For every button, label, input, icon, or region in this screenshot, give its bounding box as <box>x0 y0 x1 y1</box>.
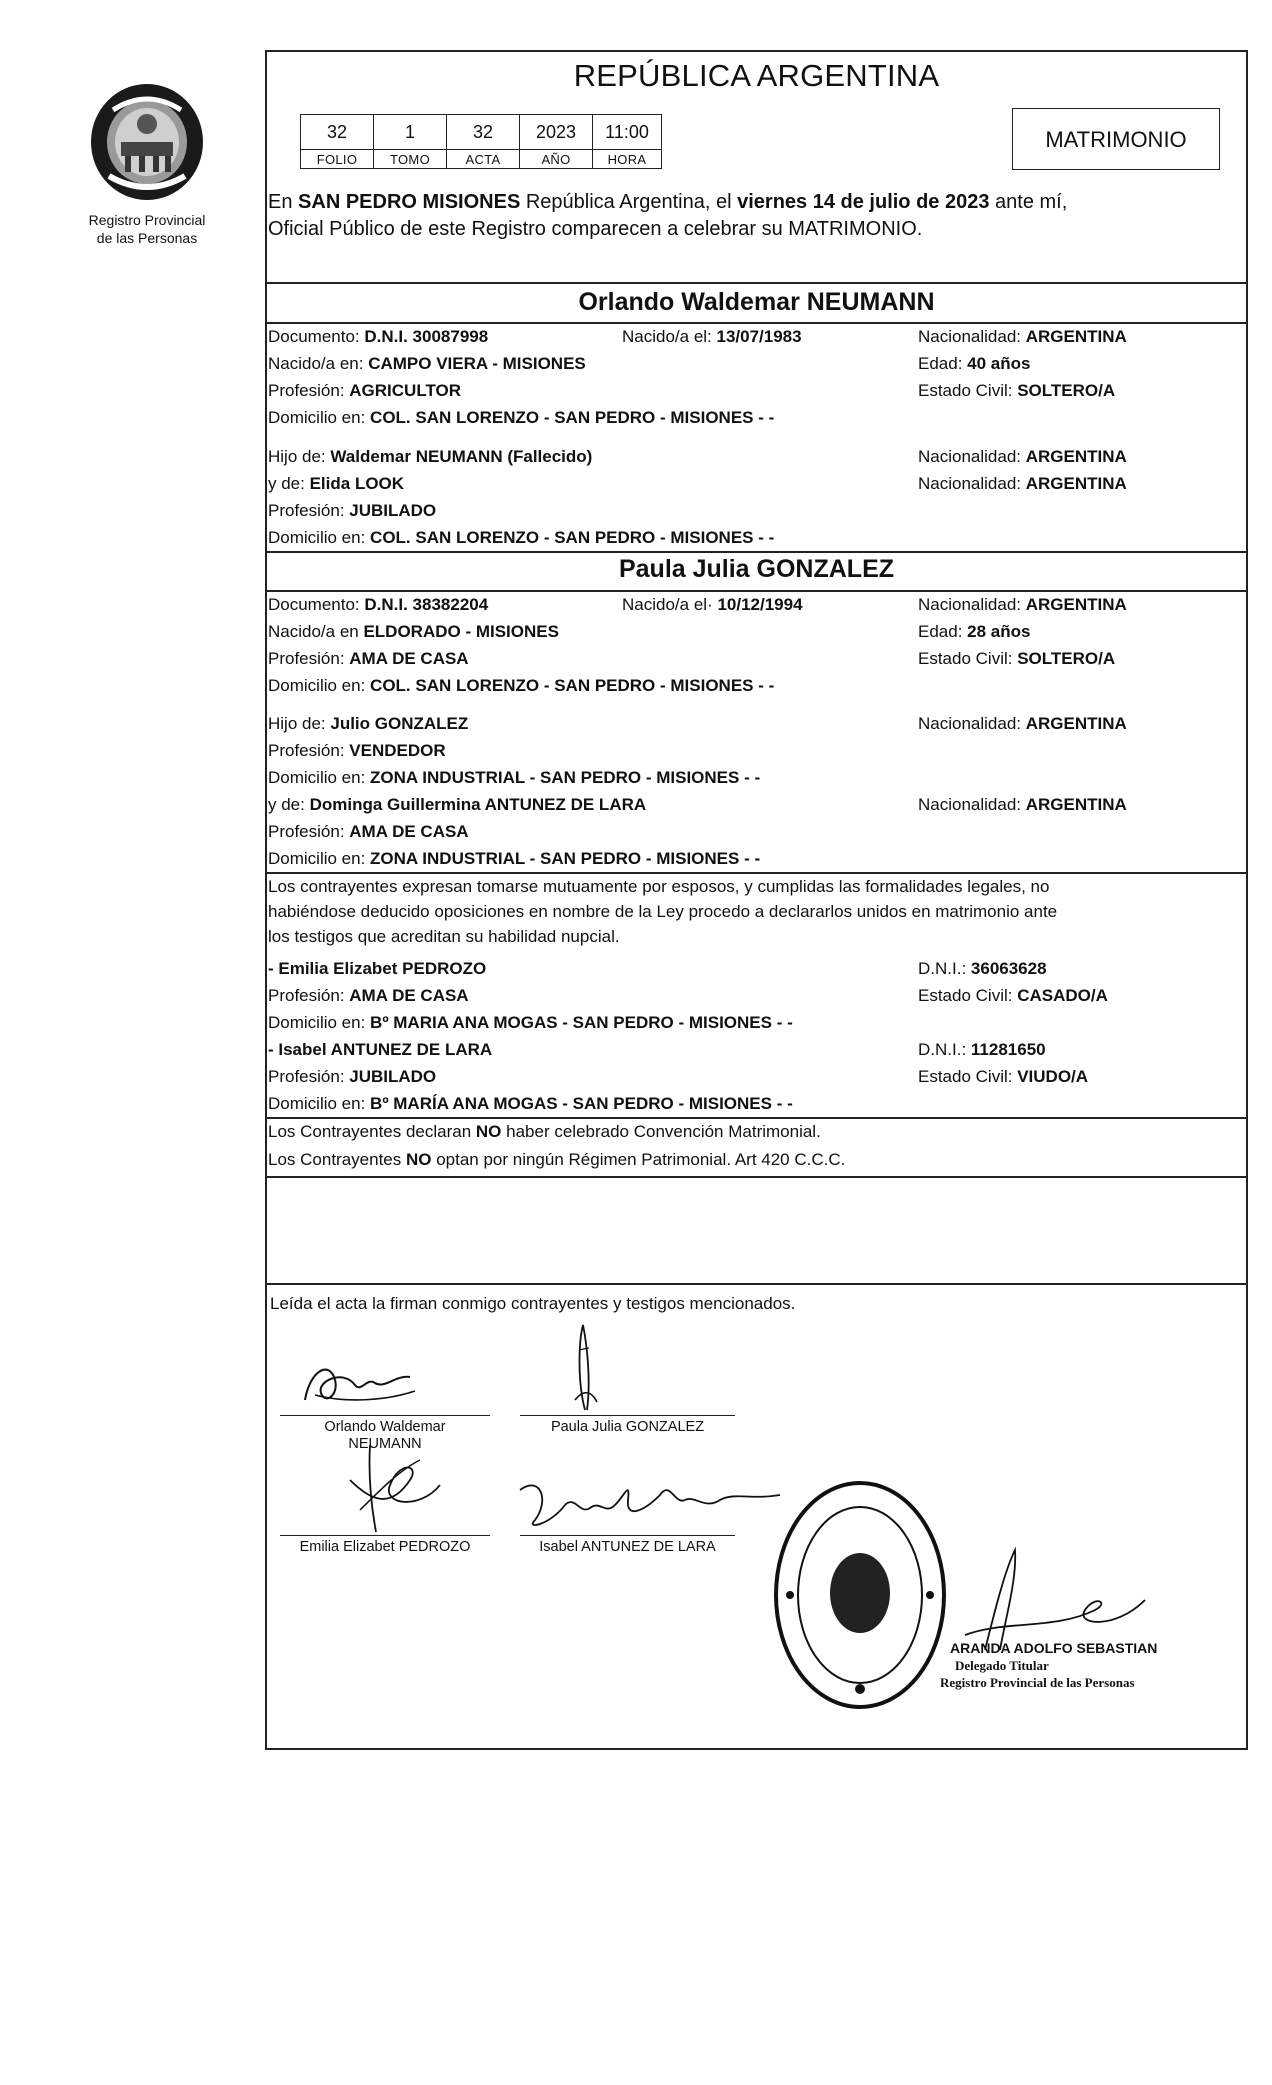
logo-registro <box>62 80 232 246</box>
declaracion-line2: habiéndose deducido oposiciones en nombre de la Ley procedo a declararlos unidos en matrimonio ante <box>268 902 1058 921</box>
convencion-line2: Los Contrayentes NO optan por ningún Régimen Patrimonial. Art 420 C.C.C. <box>268 1150 846 1169</box>
firma-c1-line2: NEUMANN <box>348 1436 422 1452</box>
folio-label: FOLIO <box>301 150 374 169</box>
c2-nacido-en: Nacido/a en ELDORADO - MISIONES <box>268 622 559 641</box>
c1-estado-civil: Estado Civil: SOLTERO/A <box>918 381 1116 400</box>
anio-label: AÑO <box>520 150 593 169</box>
c2-madre-profesion: Profesión: AMA DE CASA <box>268 822 469 841</box>
c2-padre-domicilio: Domicilio en: ZONA INDUSTRIAL - SAN PEDRO - MISIONES - - <box>268 768 761 787</box>
page-title: REPÚBLICA ARGENTINA <box>573 58 940 93</box>
signature-emilia <box>330 1440 450 1535</box>
testigo1-domicilio: Domicilio en: Bº MARIA ANA MOGAS - SAN PEDRO - MISIONES - - <box>268 1013 793 1032</box>
contrayente2-name: Paula Julia GONZALEZ <box>618 555 895 583</box>
tomo-label: TOMO <box>374 150 447 169</box>
testigo2-estado: Estado Civil: VIUDO/A <box>918 1067 1089 1086</box>
c2-padre-profesion: Profesión: VENDEDOR <box>268 741 446 760</box>
testigo1-estado: Estado Civil: CASADO/A <box>918 986 1108 1005</box>
c2-padre-nacionalidad: Nacionalidad: ARGENTINA <box>918 714 1127 733</box>
c1-nacionalidad: Nacionalidad: ARGENTINA <box>918 327 1127 346</box>
firma-c1-line1: Orlando Waldemar <box>324 1419 446 1435</box>
firma-c2: Paula Julia GONZALEZ <box>550 1419 705 1435</box>
intro-line2: Oficial Público de este Registro comparecen a celebrar su MATRIMONIO. <box>268 218 923 240</box>
c2-estado-civil: Estado Civil: SOLTERO/A <box>918 649 1116 668</box>
funcionario-nombre: ARANDA ADOLFO SEBASTIAN <box>950 1640 1158 1656</box>
c2-nacido-el: Nacido/a el· 10/12/1994 <box>622 595 803 614</box>
c1-padres-profesion: Profesión: JUBILADO <box>268 501 437 520</box>
firma-t2: Isabel ANTUNEZ DE LARA <box>539 1539 716 1555</box>
testigo1-nombre: - Emilia Elizabet PEDROZO <box>268 959 487 978</box>
c2-documento: Documento: D.N.I. 38382204 <box>268 595 489 614</box>
signature-paula <box>555 1320 615 1415</box>
testigo2-profesion: Profesión: JUBILADO <box>268 1067 437 1086</box>
c1-nacido-el: Nacido/a el: 13/07/1983 <box>622 327 802 346</box>
c1-padres-domicilio: Domicilio en: COL. SAN LORENZO - SAN PEDRO - MISIONES - - <box>268 528 775 547</box>
declaracion-line3: los testigos que acreditan su habilidad nupcial. <box>268 927 620 946</box>
hora-value: 11:00 <box>593 115 662 150</box>
intro-line1: En SAN PEDRO MISIONES República Argentina, el viernes 14 de julio de 2023 ante mí, <box>268 191 1068 213</box>
c2-madre: y de: Dominga Guillermina ANTUNEZ DE LARA <box>268 795 647 814</box>
c2-padre: Hijo de: Julio GONZALEZ <box>268 714 469 733</box>
funcionario-cargo: Delegado Titular <box>955 1658 1049 1673</box>
logo-caption-line2: de las Personas <box>96 230 198 246</box>
c2-nacionalidad: Nacionalidad: ARGENTINA <box>918 595 1127 614</box>
signature-isabel <box>510 1470 790 1535</box>
c2-madre-domicilio: Domicilio en: ZONA INDUSTRIAL - SAN PEDRO - MISIONES - - <box>268 849 761 868</box>
c1-edad: Edad: 40 años <box>918 354 1031 373</box>
hora-label: HORA <box>593 150 662 169</box>
c2-madre-nacionalidad: Nacionalidad: ARGENTINA <box>918 795 1127 814</box>
testigo2-nombre: - Isabel ANTUNEZ DE LARA <box>268 1040 493 1059</box>
c1-padre: Hijo de: Waldemar NEUMANN (Fallecido) <box>268 447 593 466</box>
contrayente1-name: Orlando Waldemar NEUMANN <box>578 288 935 316</box>
delegacion-stamp-icon <box>770 1475 950 1715</box>
c1-domicilio: Domicilio en: COL. SAN LORENZO - SAN PEDRO - MISIONES - - <box>268 408 775 427</box>
cierre-text: Leída el acta la firman conmigo contrayentes y testigos mencionados. <box>270 1294 796 1313</box>
registro-table <box>300 114 662 169</box>
tipo-acta-box: MATRIMONIO <box>1012 108 1220 170</box>
c1-padre-nacionalidad: Nacionalidad: ARGENTINA <box>918 447 1127 466</box>
c2-edad: Edad: 28 años <box>918 622 1031 641</box>
c1-profesion: Profesión: AGRICULTOR <box>268 381 462 400</box>
c2-profesion: Profesión: AMA DE CASA <box>268 649 469 668</box>
convencion-line1: Los Contrayentes declaran NO haber celebrado Convención Matrimonial. <box>268 1122 821 1141</box>
logo-caption-line1: Registro Provincial <box>88 212 206 228</box>
c1-nacido-en: Nacido/a en: CAMPO VIERA - MISIONES <box>268 354 586 373</box>
funcionario-organismo: Registro Provincial de las Personas <box>940 1675 1135 1690</box>
declaracion-line1: Los contrayentes expresan tomarse mutuamente por esposos, y cumplidas las formalidades legales, no <box>268 877 1050 896</box>
signature-orlando <box>295 1355 425 1415</box>
testigo1-dni: D.N.I.: 36063628 <box>918 959 1047 978</box>
testigo2-dni: D.N.I.: 11281650 <box>918 1040 1046 1059</box>
folio-value: 32 <box>301 115 374 150</box>
tomo-value: 1 <box>374 115 447 150</box>
testigo2-domicilio: Domicilio en: Bº MARÍA ANA MOGAS - SAN PEDRO - MISIONES - - <box>268 1094 793 1113</box>
acta-value: 32 <box>447 115 520 150</box>
anio-value: 2023 <box>520 115 593 150</box>
c1-documento: Documento: D.N.I. 30087998 <box>268 327 489 346</box>
acta-label: ACTA <box>447 150 520 169</box>
c1-madre-nacionalidad: Nacionalidad: ARGENTINA <box>918 474 1127 493</box>
provincial-seal-icon <box>87 80 207 205</box>
c1-madre: y de: Elida LOOK <box>268 474 405 493</box>
c2-domicilio: Domicilio en: COL. SAN LORENZO - SAN PEDRO - MISIONES - - <box>268 676 775 695</box>
firma-t1: Emilia Elizabet PEDROZO <box>299 1539 471 1555</box>
testigo1-profesion: Profesión: AMA DE CASA <box>268 986 469 1005</box>
